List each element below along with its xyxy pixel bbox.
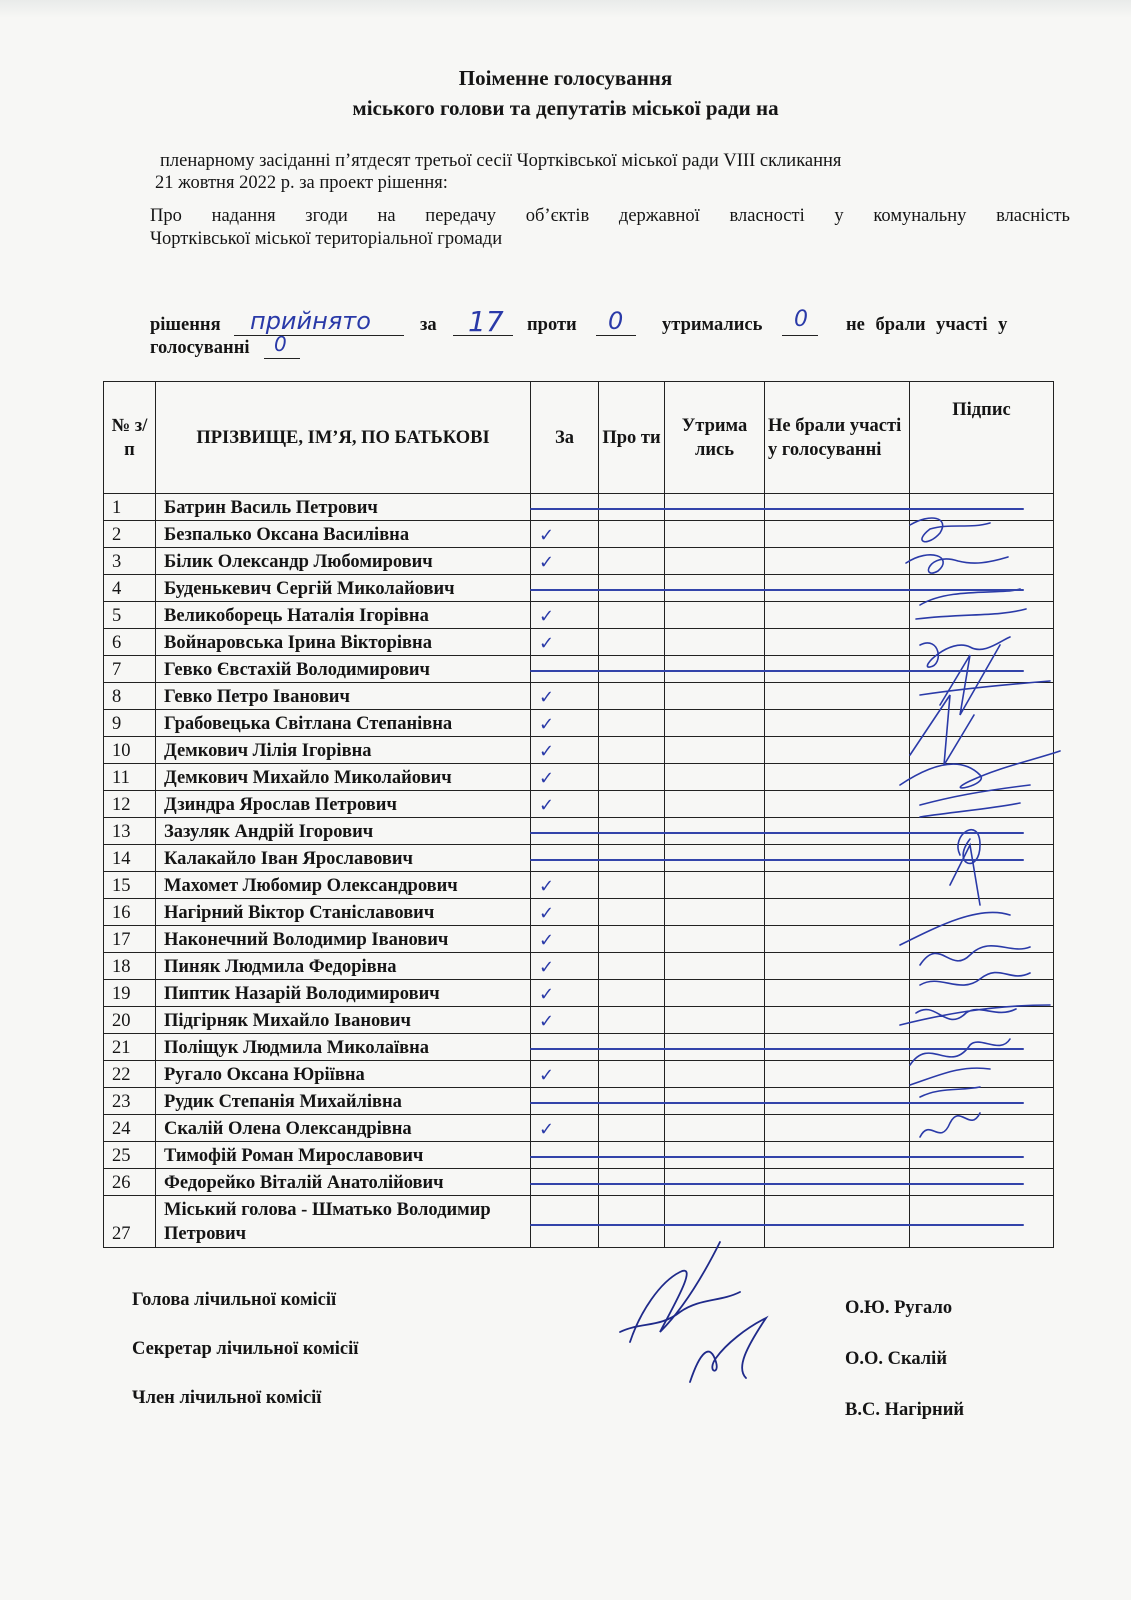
row-number: 12 <box>104 791 156 818</box>
row-vote-abstained <box>665 872 765 899</box>
row-signature <box>910 1196 1054 1248</box>
row-name: Демкович Михайло Миколайович <box>156 764 531 791</box>
row-vote-abstained <box>665 899 765 926</box>
table-row <box>104 1142 1054 1169</box>
row-number: 25 <box>104 1142 156 1169</box>
row-name: Наконечний Володимир Іванович <box>156 926 531 953</box>
row-vote-against <box>599 1007 665 1034</box>
row-vote-for <box>531 494 599 521</box>
not-voted-value: 0 <box>274 332 287 356</box>
row-vote-abstained <box>665 1034 765 1061</box>
against-value: 0 <box>608 307 624 335</box>
row-vote-against <box>599 1034 665 1061</box>
row-vote-for: ✓ <box>531 1061 599 1088</box>
row-name: Гевко Петро Іванович <box>156 683 531 710</box>
row-vote-against <box>599 926 665 953</box>
row-vote-for: ✓ <box>531 872 599 899</box>
for-value: 17 <box>468 305 504 338</box>
row-name: Ругало Оксана Юріївна <box>156 1061 531 1088</box>
against-label: проти <box>527 315 577 335</box>
table-row <box>104 1169 1054 1196</box>
row-vote-for <box>531 1034 599 1061</box>
row-vote-against <box>599 764 665 791</box>
row-number: 15 <box>104 872 156 899</box>
row-vote-for: ✓ <box>531 953 599 980</box>
row-name: Гевко Євстахій Володимирович <box>156 656 531 683</box>
row-name: Рудик Степанія Михайлівна <box>156 1088 531 1115</box>
member-label: Член лічильної комісії <box>132 1388 322 1408</box>
row-name: Махомет Любомир Олександрович <box>156 872 531 899</box>
table-row <box>104 1196 1054 1248</box>
decision-value: прийнято <box>250 307 371 335</box>
header-not-voted: Не брали участі у голосуванні <box>765 382 910 494</box>
row-vote-for <box>531 1142 599 1169</box>
row-vote-abstained <box>665 1007 765 1034</box>
row-vote-for: ✓ <box>531 1115 599 1142</box>
row-vote-for <box>531 656 599 683</box>
row-vote-against <box>599 953 665 980</box>
row-vote-abstained <box>665 737 765 764</box>
row-vote-against <box>599 656 665 683</box>
row-vote-against <box>599 521 665 548</box>
row-name: Пиняк Людмила Федорівна <box>156 953 531 980</box>
row-name: Великоборець Наталія Ігорівна <box>156 602 531 629</box>
document-subtitle: міського голови та депутатів міської ради на <box>352 96 779 120</box>
row-vote-abstained <box>665 791 765 818</box>
header-signature: Підпис <box>910 382 1054 494</box>
row-vote-against <box>599 980 665 1007</box>
row-name: Безпалько Оксана Василівна <box>156 521 531 548</box>
row-name: Білик Олександр Любомирович <box>156 548 531 575</box>
signature-stroke <box>690 1318 766 1382</box>
row-vote-abstained <box>665 710 765 737</box>
intro-draft-title-2: Чортківської міської територіальної громади <box>150 229 503 249</box>
row-vote-for: ✓ <box>531 521 599 548</box>
row-name: Міський голова - Шматько Володимир Петрович <box>156 1196 531 1248</box>
for-label: за <box>420 315 437 335</box>
row-name: Грабовецька Світлана Степанівна <box>156 710 531 737</box>
signature-stroke <box>910 1039 1010 1065</box>
header-abstained: Утрима лись <box>665 382 765 494</box>
row-vote-for: ✓ <box>531 899 599 926</box>
signature-stroke <box>920 973 1030 986</box>
signature-stroke <box>920 645 1050 715</box>
row-number: 11 <box>104 764 156 791</box>
row-vote-for <box>531 575 599 602</box>
row-vote-against <box>599 1142 665 1169</box>
row-number: 7 <box>104 656 156 683</box>
header-for: За <box>531 382 599 494</box>
document-title: Поіменне голосування <box>458 66 673 90</box>
row-vote-for: ✓ <box>531 710 599 737</box>
row-vote-abstained <box>665 926 765 953</box>
row-number: 17 <box>104 926 156 953</box>
row-signature <box>910 1142 1054 1169</box>
row-vote-abstained <box>665 629 765 656</box>
row-name: Пиптик Назарій Володимирович <box>156 980 531 1007</box>
row-vote-against <box>599 575 665 602</box>
row-vote-abstained <box>665 656 765 683</box>
row-vote-against <box>599 737 665 764</box>
row-number: 6 <box>104 629 156 656</box>
row-name: Буденькевич Сергій Миколайович <box>156 575 531 602</box>
signature-stroke <box>910 518 990 542</box>
row-vote-against <box>599 602 665 629</box>
secretary-label: Секретар лічильної комісії <box>132 1339 359 1359</box>
not-voted-underline <box>264 358 300 359</box>
row-number: 8 <box>104 683 156 710</box>
row-vote-against <box>599 710 665 737</box>
intro-draft-title-1: Про надання згоди на передачу об’єктів державної власності у комунальну власність <box>150 206 1070 226</box>
row-vote-against <box>599 1169 665 1196</box>
row-vote-abstained <box>665 521 765 548</box>
header-num: № з/п <box>104 382 156 494</box>
abstained-value: 0 <box>794 307 808 332</box>
row-vote-for: ✓ <box>531 683 599 710</box>
row-number: 1 <box>104 494 156 521</box>
row-number: 19 <box>104 980 156 1007</box>
row-vote-abstained <box>665 845 765 872</box>
row-vote-abstained <box>665 1142 765 1169</box>
signature-stroke <box>910 1068 990 1097</box>
signature-stroke <box>620 1292 740 1332</box>
chair-label: Голова лічильної комісії <box>132 1290 337 1310</box>
intro-date: 21 жовтня 2022 р. за проект рішення: <box>155 173 448 193</box>
row-not-voted <box>765 1169 910 1196</box>
member-name: В.С. Нагірний <box>845 1400 965 1420</box>
not-voted-label: не брали участі у <box>846 315 1008 335</box>
abstained-underline <box>782 335 818 336</box>
row-name: Поліщук Людмила Миколаївна <box>156 1034 531 1061</box>
row-vote-abstained <box>665 1115 765 1142</box>
row-vote-abstained <box>665 548 765 575</box>
row-vote-abstained <box>665 683 765 710</box>
signature-stroke <box>900 1005 1050 1025</box>
row-name: Нагірний Віктор Станіславович <box>156 899 531 926</box>
signature-stroke <box>920 785 1030 817</box>
row-vote-against <box>599 548 665 575</box>
row-vote-for <box>531 1196 599 1248</box>
row-vote-for: ✓ <box>531 764 599 791</box>
row-number: 13 <box>104 818 156 845</box>
header-against: Про ти <box>599 382 665 494</box>
intro-session: пленарному засіданні п’ятдесят третьої сесії Чортківської міської ради VIII скликання <box>160 151 842 171</box>
signature-stroke <box>900 912 1030 965</box>
signature-stroke <box>916 589 1026 619</box>
row-vote-for: ✓ <box>531 1007 599 1034</box>
row-vote-for <box>531 845 599 872</box>
row-vote-abstained <box>665 1061 765 1088</box>
signature-stroke <box>910 695 974 765</box>
signature-stroke <box>920 1113 980 1137</box>
row-vote-against <box>599 683 665 710</box>
row-number: 4 <box>104 575 156 602</box>
row-name: Скалій Олена Олександрівна <box>156 1115 531 1142</box>
row-number: 26 <box>104 1169 156 1196</box>
row-number: 2 <box>104 521 156 548</box>
against-underline <box>596 335 636 336</box>
row-vote-abstained <box>665 818 765 845</box>
row-vote-abstained <box>665 980 765 1007</box>
row-vote-abstained <box>665 575 765 602</box>
signature-stroke <box>906 555 1008 573</box>
row-name: Батрин Василь Петрович <box>156 494 531 521</box>
row-number: 10 <box>104 737 156 764</box>
row-vote-for: ✓ <box>531 791 599 818</box>
row-vote-against <box>599 872 665 899</box>
signature-stroke <box>630 1242 720 1342</box>
row-number: 3 <box>104 548 156 575</box>
signature-stroke <box>900 751 1060 788</box>
row-number: 27 <box>104 1196 156 1248</box>
row-name: Войнаровська Ірина Вікторівна <box>156 629 531 656</box>
signature-stroke <box>950 845 980 905</box>
row-number: 5 <box>104 602 156 629</box>
row-not-voted <box>765 1142 910 1169</box>
row-number: 9 <box>104 710 156 737</box>
row-vote-for: ✓ <box>531 980 599 1007</box>
row-vote-for <box>531 1169 599 1196</box>
decision-underline <box>234 335 404 336</box>
row-name: Підгірняк Михайло Іванович <box>156 1007 531 1034</box>
row-vote-abstained <box>665 602 765 629</box>
row-number: 24 <box>104 1115 156 1142</box>
row-vote-for: ✓ <box>531 629 599 656</box>
row-name: Калакайло Іван Ярославович <box>156 845 531 872</box>
row-vote-abstained <box>665 764 765 791</box>
row-vote-against <box>599 1115 665 1142</box>
row-name: Демкович Лілія Ігорівна <box>156 737 531 764</box>
row-vote-against <box>599 791 665 818</box>
row-vote-for <box>531 818 599 845</box>
row-vote-for: ✓ <box>531 602 599 629</box>
row-vote-abstained <box>665 494 765 521</box>
decision-label: рішення <box>150 315 221 335</box>
row-vote-abstained <box>665 953 765 980</box>
row-name: Зазуляк Андрій Ігорович <box>156 818 531 845</box>
row-number: 18 <box>104 953 156 980</box>
row-vote-against <box>599 1088 665 1115</box>
not-voted-label-2: голосуванні <box>150 338 250 358</box>
row-vote-against <box>599 845 665 872</box>
chair-name: О.Ю. Ругало <box>845 1298 953 1318</box>
absent-dash <box>530 1224 1024 1226</box>
row-number: 22 <box>104 1061 156 1088</box>
row-vote-for: ✓ <box>531 737 599 764</box>
row-vote-against <box>599 818 665 845</box>
header-name: ПРІЗВИЩЕ, ІМ’Я, ПО БАТЬКОВІ <box>156 382 531 494</box>
abstained-label: утримались <box>662 315 763 335</box>
row-signature <box>910 1169 1054 1196</box>
scan-edge <box>0 0 1131 18</box>
commission-signatures <box>600 1232 800 1402</box>
table-header-row <box>104 382 1054 494</box>
row-vote-for: ✓ <box>531 926 599 953</box>
row-vote-for: ✓ <box>531 548 599 575</box>
row-number: 14 <box>104 845 156 872</box>
row-name: Федорейко Віталій Анатолійович <box>156 1169 531 1196</box>
row-vote-against <box>599 629 665 656</box>
row-number: 21 <box>104 1034 156 1061</box>
row-name: Тимофій Роман Мирославович <box>156 1142 531 1169</box>
row-vote-for <box>531 1088 599 1115</box>
secretary-name: О.О. Скалій <box>845 1349 947 1369</box>
row-number: 23 <box>104 1088 156 1115</box>
row-vote-against <box>599 899 665 926</box>
row-vote-against <box>599 494 665 521</box>
row-number: 16 <box>104 899 156 926</box>
row-vote-abstained <box>665 1169 765 1196</box>
row-name: Дзиндра Ярослав Петрович <box>156 791 531 818</box>
row-number: 20 <box>104 1007 156 1034</box>
row-vote-abstained <box>665 1088 765 1115</box>
row-vote-against <box>599 1061 665 1088</box>
